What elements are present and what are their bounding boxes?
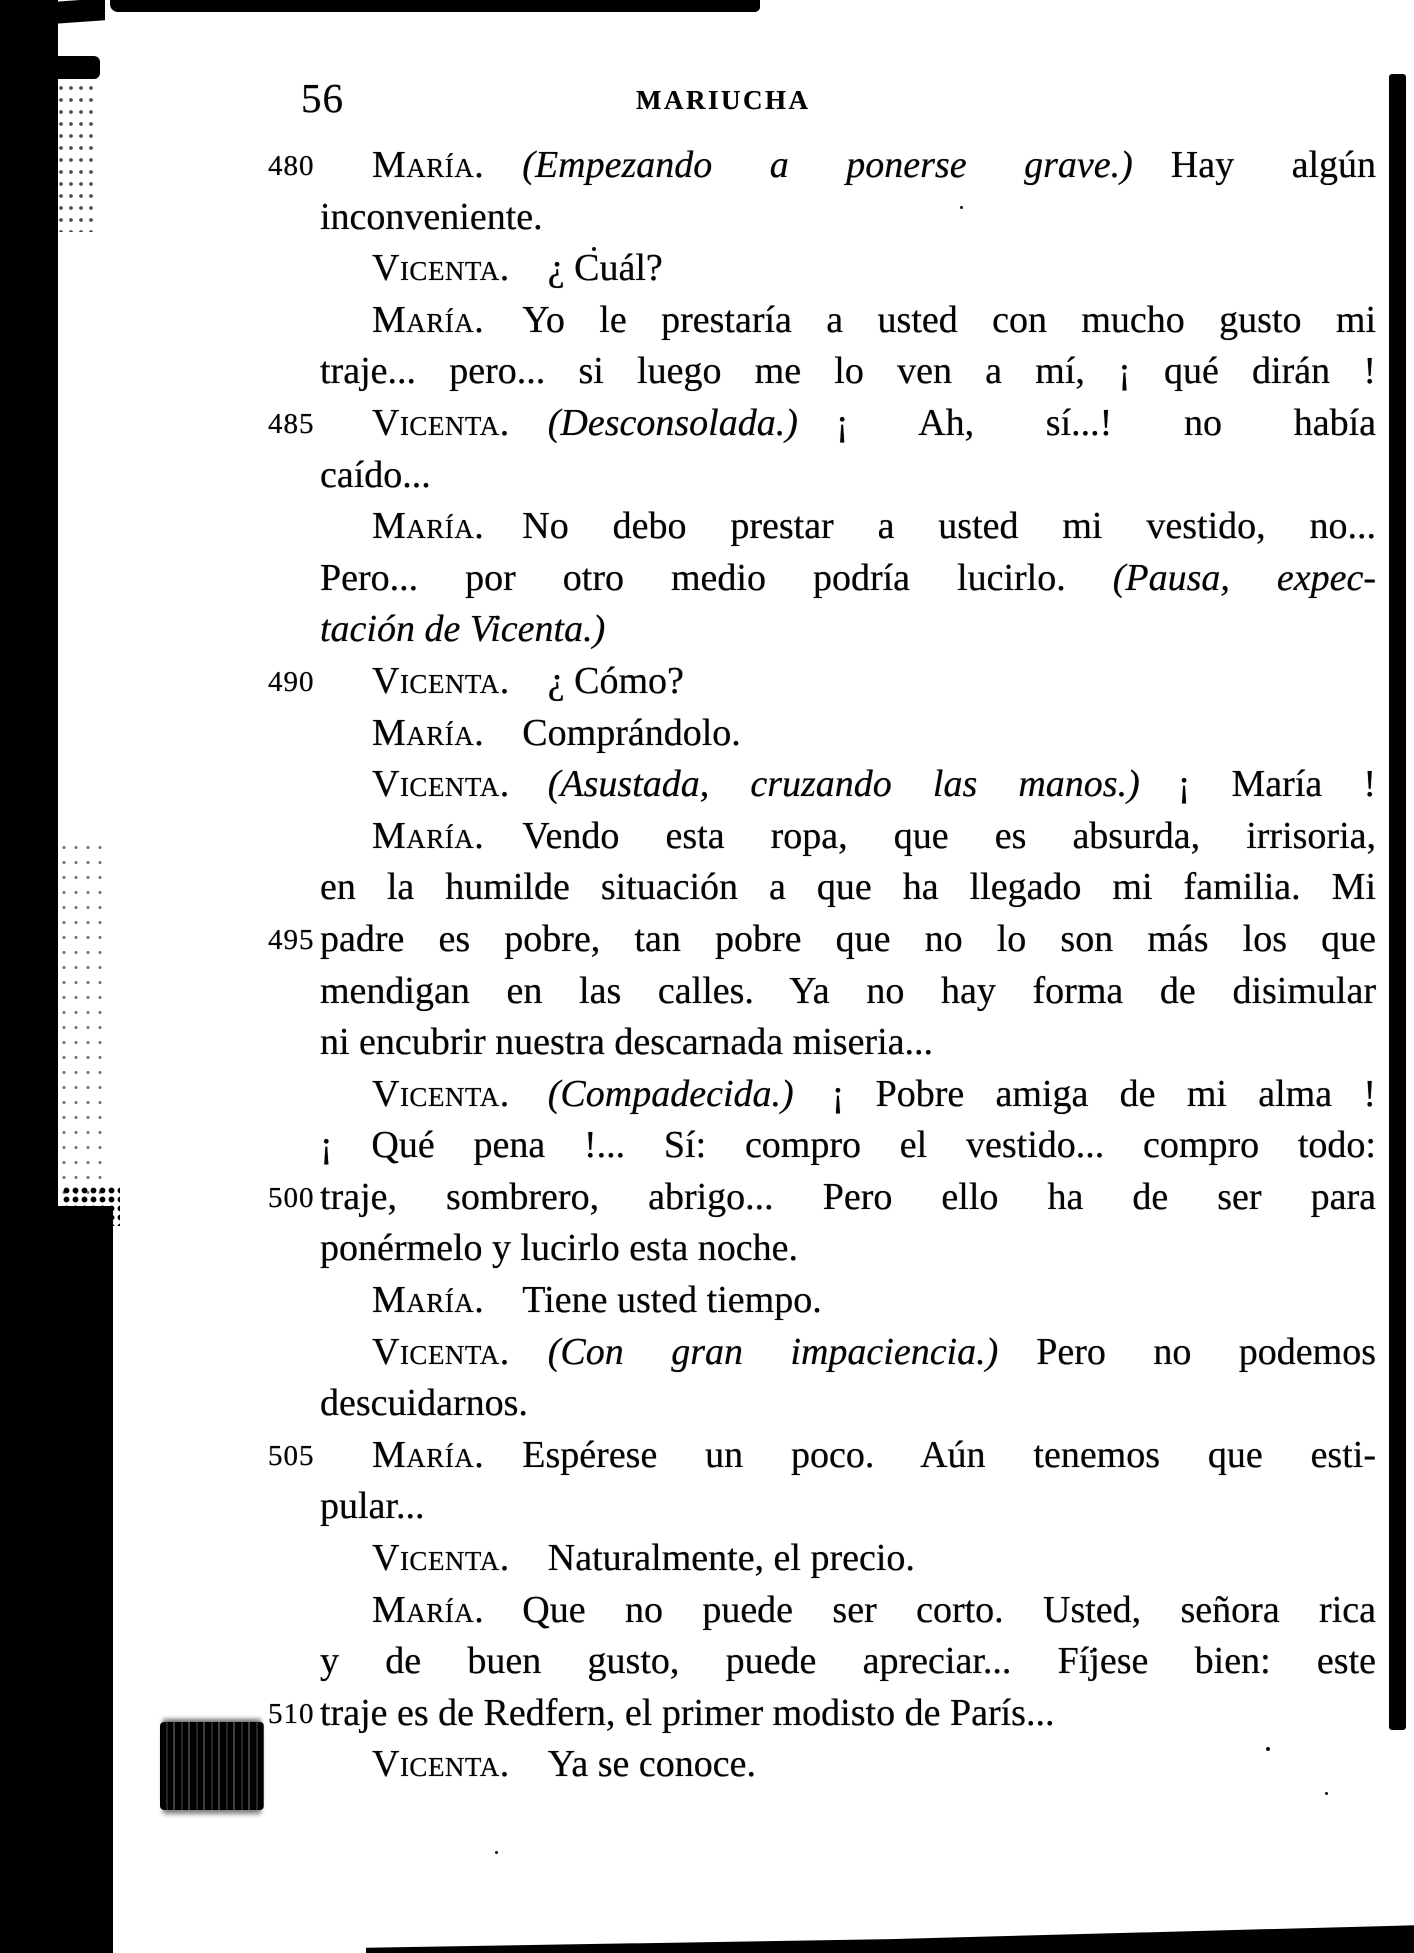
margin-line-number: 495 xyxy=(268,923,315,956)
speaker-name: María. xyxy=(372,711,485,754)
scan-corner-blot xyxy=(55,56,100,79)
dialogue-text: Naturalmente, el precio. xyxy=(509,1537,915,1580)
scan-gutter-shadow-bar xyxy=(1389,74,1406,1730)
speaker-name: María. xyxy=(372,505,485,548)
scan-top-edge-bar xyxy=(110,0,760,12)
text-line xyxy=(320,243,1376,295)
dialogue-text: ¡ Ah, sí...! no había xyxy=(797,401,1376,444)
text-line xyxy=(320,966,1376,1018)
speaker-name: María. xyxy=(372,814,485,857)
dialogue-text: descuidarnos. xyxy=(320,1382,528,1425)
text-line xyxy=(320,553,1376,605)
dialogue-text: Que no puede ser corto. Usted, señora rica xyxy=(484,1588,1376,1631)
speaker-name: Vicenta. xyxy=(372,659,510,702)
dialogue-text: inconveniente. xyxy=(320,195,543,238)
speaker-name: María. xyxy=(372,1433,485,1476)
page-number: 56 xyxy=(301,75,344,121)
margin-line-number: 480 xyxy=(268,150,315,182)
dialogue-text: y de buen gusto, puede apreciar... Fíjese bien: este xyxy=(320,1640,1376,1683)
dialogue-text: traje es de Redfern, el primer modisto de París... xyxy=(320,1691,1055,1734)
scan-bottom-edge-bar xyxy=(366,1920,1414,1953)
text-line xyxy=(268,1688,1376,1740)
text-line xyxy=(320,1739,1376,1791)
dialogue-text: en la humilde situación a que ha llegado mi familia. Mi xyxy=(320,866,1376,909)
text-line xyxy=(320,1120,1376,1172)
speaker-name: María. xyxy=(372,144,485,186)
dialogue-text: ¿ Cómo? xyxy=(509,659,684,702)
text-line xyxy=(320,708,1376,760)
ink-speck xyxy=(495,1851,498,1854)
stage-direction: (Con gran impaciencia.) xyxy=(509,1330,999,1373)
text-line xyxy=(320,192,1376,244)
text-line xyxy=(320,450,1376,502)
dialogue-text: Comprándolo. xyxy=(484,711,741,754)
text-block xyxy=(268,140,1377,1791)
text-line xyxy=(320,1223,1376,1275)
text-line xyxy=(320,759,1376,811)
scan-left-edge-strip xyxy=(0,0,58,1206)
dialogue-text: ¿ Cuál? xyxy=(509,247,663,290)
text-line xyxy=(268,1430,1376,1482)
stage-direction: (Asustada, cruzando las manos.) xyxy=(509,763,1140,806)
dialogue-text: traje... pero... si luego me lo ven a mí, ¡ qué dirán ! xyxy=(320,350,1376,393)
text-line xyxy=(320,1378,1376,1430)
text-line xyxy=(320,1017,1376,1069)
speaker-name: Vicenta. xyxy=(372,401,510,444)
text-line xyxy=(320,1636,1376,1688)
speaker-name: María. xyxy=(372,1588,485,1631)
text-line xyxy=(320,1327,1376,1379)
text-line xyxy=(268,1172,1376,1224)
dialogue-text: Hay algún xyxy=(1132,144,1377,186)
stage-direction: (Desconsolada.) xyxy=(509,401,798,444)
dialogue-text: caído... xyxy=(320,453,431,496)
text-line xyxy=(320,862,1376,914)
stage-direction: (Pausa, expec- xyxy=(1112,556,1376,599)
dialogue-text: Tiene usted tiempo. xyxy=(484,1279,822,1322)
dialogue-text: Vendo esta ropa, que es absurda, irrisoria, xyxy=(484,814,1376,857)
dialogue-text: padre es pobre, tan pobre que no lo son más los que xyxy=(320,917,1376,960)
text-line xyxy=(268,914,1376,966)
stage-direction: (Empezando a ponerse grave.) xyxy=(484,144,1133,186)
dialogue-text: pular... xyxy=(320,1485,425,1528)
dialogue-text: Espérese un poco. Aún tenemos que esti- xyxy=(484,1433,1376,1476)
speaker-name: Vicenta. xyxy=(372,1537,510,1580)
dialogue-text: ¡ Qué pena !... Sí: compro el vestido... compro todo: xyxy=(320,1124,1376,1167)
text-line xyxy=(320,295,1376,347)
dialogue-text: ¡ Pobre amiga de mi alma ! xyxy=(793,1072,1376,1115)
text-line xyxy=(320,1481,1376,1533)
speaker-name: Vicenta. xyxy=(372,763,510,806)
stage-direction: (Compadecida.) xyxy=(509,1072,794,1115)
speaker-name: Vicenta. xyxy=(372,247,510,290)
speaker-name: Vicenta. xyxy=(372,1743,510,1786)
stage-direction: tación de Vicenta.) xyxy=(320,608,606,651)
dialogue-text: Ya se conoce. xyxy=(509,1743,757,1786)
scan-noise-speckles xyxy=(62,1186,120,1226)
text-line xyxy=(320,1533,1376,1585)
margin-line-number: 500 xyxy=(268,1181,315,1214)
text-line xyxy=(320,1069,1376,1121)
margin-line-number: 510 xyxy=(268,1697,315,1730)
text-line xyxy=(320,1585,1376,1637)
dialogue-text: ¡ María ! xyxy=(1139,763,1376,806)
dialogue-text: ni encubrir nuestra descarnada miseria... xyxy=(320,1021,934,1064)
text-line xyxy=(268,140,1377,192)
scan-noise-speckles xyxy=(56,82,98,232)
margin-line-number: 505 xyxy=(268,1439,315,1472)
scan-noise-speckles xyxy=(58,840,104,1220)
scan-corner-blot xyxy=(55,0,105,24)
dialogue-text: ponérmelo y lucirlo esta noche. xyxy=(320,1227,799,1270)
running-title: MARIUCHA xyxy=(636,85,811,115)
dialogue-text: No debo prestar a usted mi vestido, no... xyxy=(484,505,1376,548)
text-line xyxy=(268,656,1376,708)
text-line xyxy=(320,346,1376,398)
text-line xyxy=(320,1275,1376,1327)
margin-line-number: 485 xyxy=(268,407,315,440)
text-line xyxy=(320,604,1376,656)
scan-left-edge-strip-lower xyxy=(0,1206,113,1953)
dialogue-text: traje, sombrero, abrigo... Pero ello ha de ser para xyxy=(320,1175,1376,1218)
margin-line-number: 490 xyxy=(268,665,315,698)
speaker-name: Vicenta. xyxy=(372,1330,510,1373)
speaker-name: Vicenta. xyxy=(372,1072,510,1115)
dialogue-text: Pero no podemos xyxy=(998,1330,1376,1373)
dialogue-text: Yo le prestaría a usted con mucho gusto mi xyxy=(484,298,1376,341)
speaker-name: María. xyxy=(372,298,485,341)
speaker-name: María. xyxy=(372,1279,485,1322)
text-line xyxy=(320,501,1376,553)
dialogue-text: mendigan en las calles. Ya no hay forma de disimular xyxy=(320,969,1376,1012)
ink-smudge xyxy=(160,1722,264,1810)
dialogue-text: Pero... por otro medio podría lucirlo. xyxy=(320,556,1113,599)
text-line xyxy=(268,398,1376,450)
ink-speck xyxy=(1325,1792,1328,1795)
text-line xyxy=(320,811,1376,863)
